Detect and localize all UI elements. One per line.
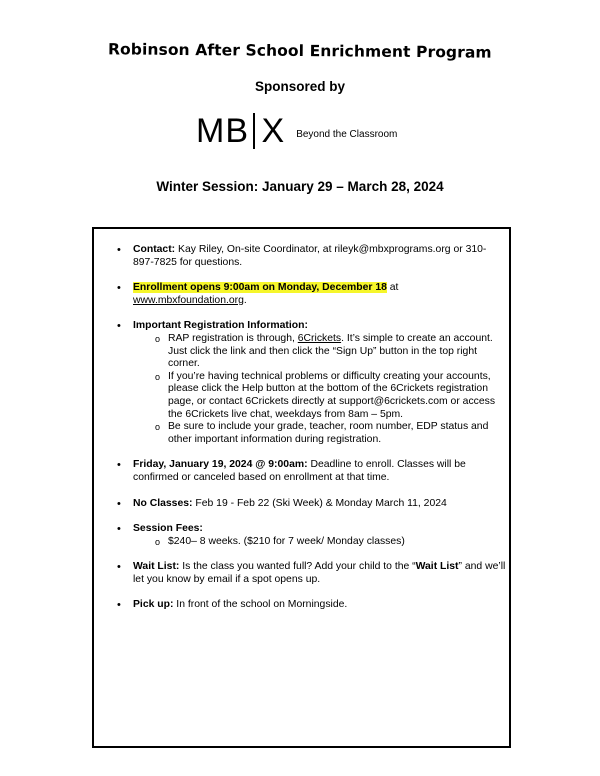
logo-divider [253, 113, 255, 149]
session-dates: Winter Session: January 29 – March 28, 2024 [156, 179, 444, 194]
list-item-fees [133, 523, 508, 548]
pickup-label: Pick up: [133, 599, 174, 611]
sponsored-by: Sponsored by [254, 79, 345, 94]
list-item-pickup [133, 599, 508, 612]
registration-sub-include: o Be sure to include your grade, teacher, room number, EDP status and other important information during registration. [155, 421, 508, 446]
waitlist-bold: Wait List [415, 561, 459, 573]
list-item-registration [133, 320, 508, 446]
info-list [133, 244, 508, 625]
mbx-logo [196, 112, 397, 150]
program-title: Robinson After School Enrichment Program [108, 40, 492, 62]
registration-sub-6crickets: o RAP registration is through, 6Crickets. It’s simple to create an account. Just click the link and then click the “Sign Up” button in the top right corner. [155, 333, 508, 371]
logo-x: X [261, 112, 285, 150]
enrollment-highlight: Enrollment opens 9:00am on Monday, December 18 [133, 282, 387, 294]
foundation-link[interactable]: www.mbxfoundation.org [133, 294, 244, 306]
fees-sub-price: o $240– 8 weeks. ($210 for 7 week/ Monday classes) [155, 536, 508, 549]
no-classes-text: Feb 19 - Feb 22 (Ski Week) & Monday March 11, 2024 [192, 497, 447, 509]
list-item-enrollment: • Enrollment opens 9:00am on Monday, December 18 at www.mbxfoundation.org. [133, 282, 508, 307]
contact-text: Kay Riley, On-site Coordinator, at rileyk@mbxprograms.org or 310- 897-7825 for questions. [133, 244, 487, 268]
registration-sublist [155, 333, 508, 446]
6crickets-link[interactable]: 6Crickets [297, 332, 342, 344]
pickup-text: In front of the school on Morningside. [173, 599, 348, 611]
list-item-contact [133, 244, 508, 269]
waitlist-label: Wait List: [133, 561, 180, 573]
fees-sublist [155, 536, 508, 549]
registration-sub-help: o If you’re having technical problems or difficulty creating your accounts, please click the Help button at the bottom of the 6Crickets registration page, or contact 6Crickets directly at support@6crickets.com or access the 6Crickets live chat, weekdays from 8am – 5pm. [155, 371, 508, 421]
fees-label: • Session Fees: [133, 523, 203, 535]
enrollment-text: at [386, 282, 399, 294]
contact-label: Contact: [133, 244, 176, 255]
logo-tagline: Beyond the Classroom [296, 128, 398, 140]
registration-label: • Important Registration Information: [133, 320, 308, 332]
no-classes-label: No Classes: [133, 497, 193, 509]
logo-mb: MB [196, 112, 249, 150]
deadline-label: Friday, January 19, 2024 @ 9:00am: [133, 459, 308, 471]
list-item-deadline [133, 459, 508, 484]
list-item-no-classes [133, 498, 508, 511]
list-item-waitlist: • Wait List: Is the class you wanted full? Add your child to the “Wait List” and we’ll let you know by email if a spot opens up. [133, 561, 508, 586]
deadline-text: Deadline to enroll. Classes will be confirmed or canceled based on enrollment at that time. [133, 459, 466, 483]
